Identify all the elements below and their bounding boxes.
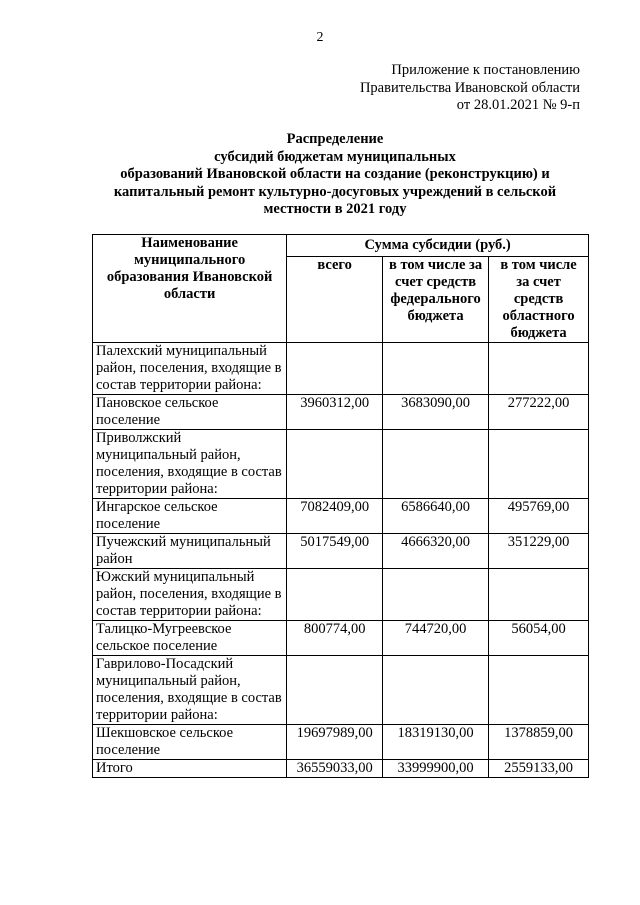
row-regional: 277222,00 — [489, 395, 589, 430]
row-name: Гаврилово-Посадский муниципальный район, поселения, входящие в состав территории района: — [93, 656, 287, 725]
row-name: Пучежский муниципальный район — [93, 534, 287, 569]
row-name: Приволжский муниципальный район, поселения, входящие в состав территории района: — [93, 430, 287, 499]
row-federal — [382, 656, 488, 725]
header-total: всего — [287, 257, 383, 343]
total-row — [93, 760, 589, 778]
row-total: 5017549,00 — [287, 534, 383, 569]
appendix-header — [360, 62, 580, 115]
title-line-1: Распределение — [286, 131, 384, 147]
row-regional: 2559133,00 — [489, 760, 589, 778]
row-name: Итого — [93, 760, 287, 778]
table-row — [93, 430, 589, 499]
title-line-4: капитальный ремонт культурно-досуговых учреждений в сельской — [113, 183, 557, 200]
table-row — [93, 343, 589, 395]
title-line-3: образований Ивановской области на создание (реконструкцию) и — [120, 166, 550, 182]
table-header-row — [93, 235, 589, 257]
table-row — [93, 725, 589, 760]
row-total: 800774,00 — [287, 621, 383, 656]
table-row — [93, 499, 589, 534]
row-total — [287, 430, 383, 499]
row-federal: 6586640,00 — [382, 499, 488, 534]
row-name: Южский муниципальный район, поселения, входящие в состав территории района: — [93, 569, 287, 621]
row-federal: 744720,00 — [382, 621, 488, 656]
row-federal: 3683090,00 — [382, 395, 488, 430]
row-federal: 4666320,00 — [382, 534, 488, 569]
table-row — [93, 395, 589, 430]
row-federal — [382, 430, 488, 499]
page-number: 2 — [316, 30, 324, 45]
row-regional: 351229,00 — [489, 534, 589, 569]
row-regional — [489, 656, 589, 725]
row-federal: 18319130,00 — [382, 725, 488, 760]
row-name: Ингарское сельское поселение — [93, 499, 287, 534]
row-regional — [489, 569, 589, 621]
appendix-line-3: от 28.01.2021 № 9-п — [456, 97, 580, 113]
table-row — [93, 621, 589, 656]
row-regional: 56054,00 — [489, 621, 589, 656]
header-regional: в том числе за счет средств областного бюджета — [489, 257, 589, 343]
row-total: 36559033,00 — [287, 760, 383, 778]
row-regional — [489, 343, 589, 395]
header-sum: Сумма субсидии (руб.) — [287, 235, 589, 257]
row-total: 7082409,00 — [287, 499, 383, 534]
row-federal: 33999900,00 — [382, 760, 488, 778]
row-regional: 495769,00 — [489, 499, 589, 534]
header-name: Наименование муниципального образования Ивановской области — [93, 235, 287, 343]
row-federal — [382, 343, 488, 395]
row-name: Палехский муниципальный район, поселения, входящие в состав территории района: — [93, 343, 287, 395]
row-name: Шекшовское сельское поселение — [93, 725, 287, 760]
header-federal: в том числе за счет средств федерального бюджета — [382, 257, 488, 343]
subsidies-table — [92, 234, 589, 778]
row-total — [287, 343, 383, 395]
title-line-5: местности в 2021 году — [263, 201, 407, 217]
row-total — [287, 569, 383, 621]
document-title — [80, 131, 590, 219]
title-line-2: субсидий бюджетам муниципальных — [214, 148, 456, 165]
row-federal — [382, 569, 488, 621]
table-row — [93, 534, 589, 569]
row-regional: 1378859,00 — [489, 725, 589, 760]
row-name: Пановское сельское поселение — [93, 395, 287, 430]
table-row — [93, 656, 589, 725]
appendix-line-2: Правительства Ивановской области — [359, 79, 580, 96]
row-total: 19697989,00 — [287, 725, 383, 760]
row-total — [287, 656, 383, 725]
table-row — [93, 569, 589, 621]
row-total: 3960312,00 — [287, 395, 383, 430]
appendix-line-1: Приложение к постановлению — [391, 62, 580, 78]
row-regional — [489, 430, 589, 499]
row-name: Талицко-Мугреевское сельское поселение — [93, 621, 287, 656]
